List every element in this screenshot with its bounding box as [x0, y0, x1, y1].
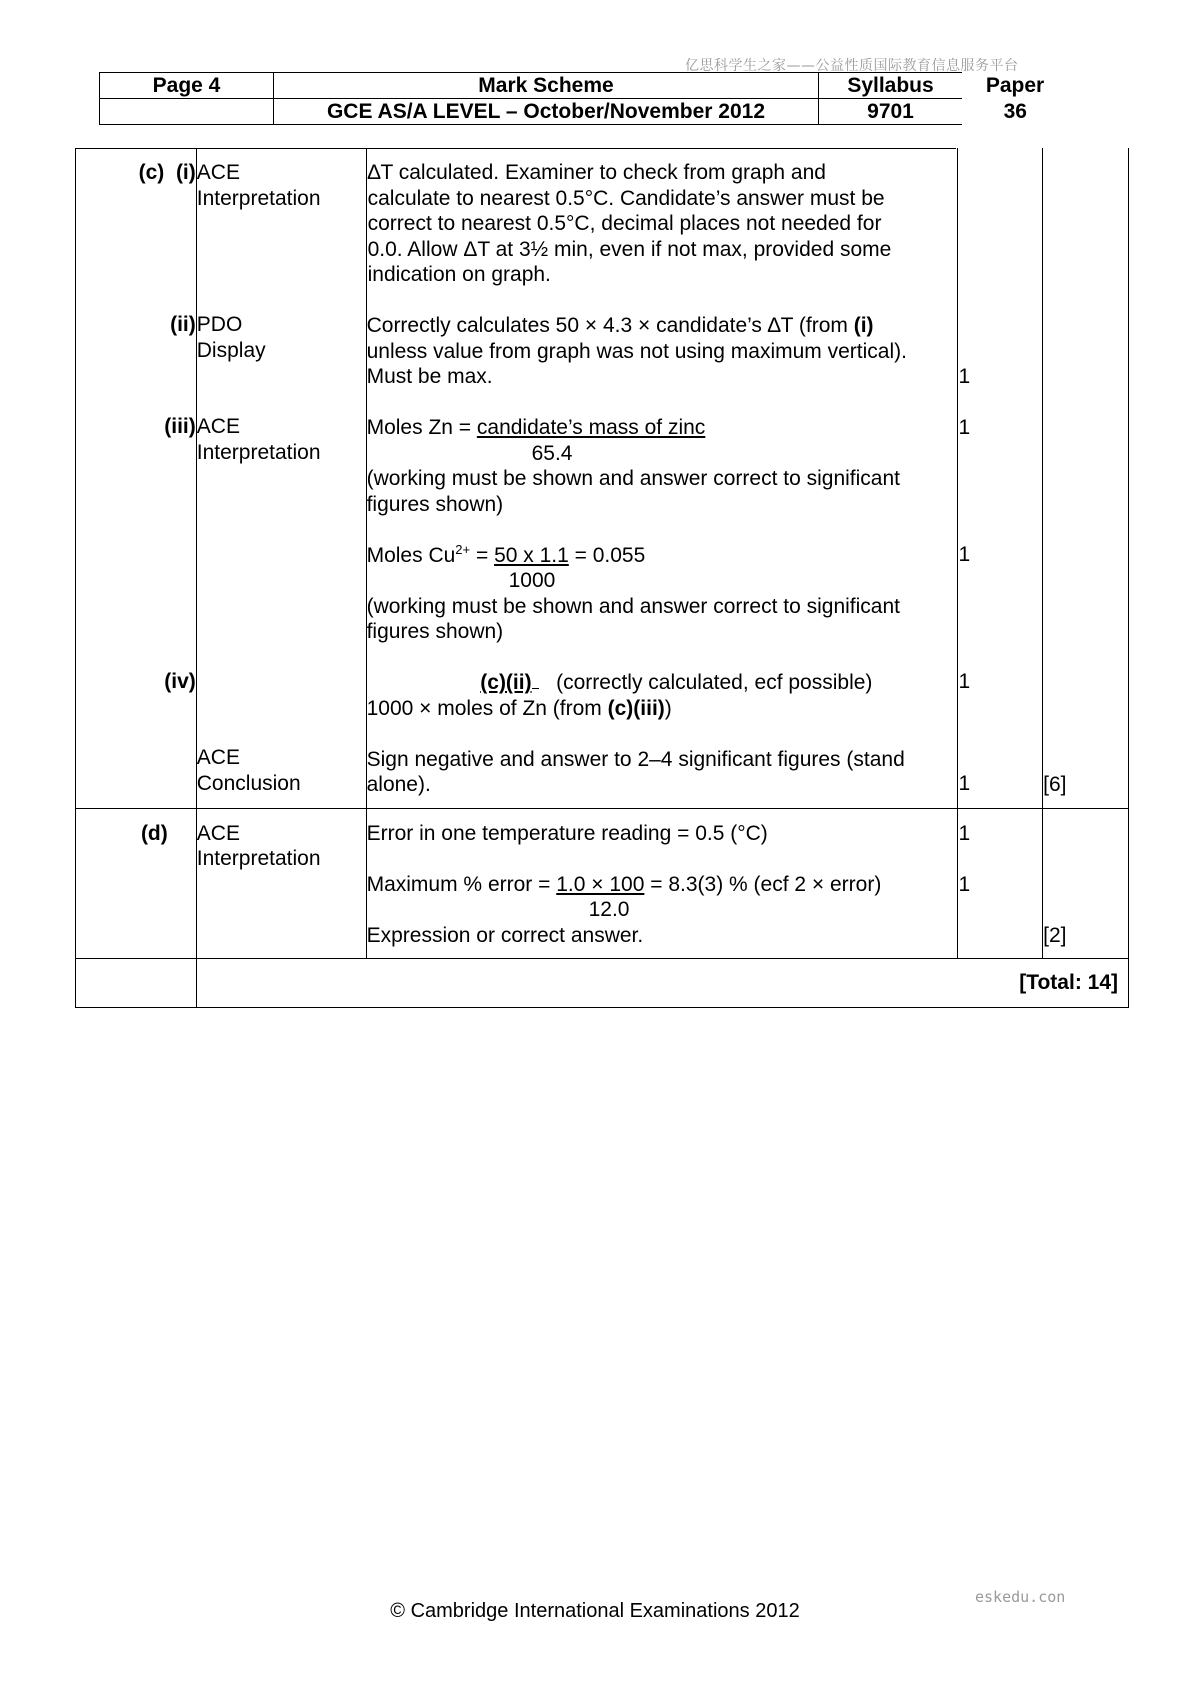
watermark-text: 亿思科学生之家——公益性质国际教育信息服务平台	[685, 58, 1019, 74]
syllabus-label: Syllabus	[819, 73, 963, 99]
answer-d-prefix: Maximum % error =	[366, 872, 557, 896]
answer-ii	[367, 313, 958, 390]
answer-iv	[367, 670, 958, 721]
answer-d-numerator: 1.0 × 100	[556, 872, 645, 896]
skill-column-d	[196, 808, 366, 959]
moles-cu-note: (working must be shown and answer correct to significant	[366, 594, 901, 618]
moles-cu-note: figures shown)	[366, 620, 504, 643]
mark-d-1: 1	[958, 821, 971, 845]
answer-column-d	[366, 808, 958, 959]
moles-zn-note: (working must be shown and answer correct to significant	[366, 467, 901, 490]
marks-column-c	[958, 148, 1043, 808]
question-label-d: (d)	[140, 821, 168, 845]
skill-d-1: ACE	[196, 821, 240, 845]
subtotal-c: [6]	[1043, 773, 1067, 796]
question-labels-c	[76, 148, 197, 808]
answer-iii-cu	[367, 543, 958, 645]
skill-column-c	[196, 148, 366, 808]
paper-label: Paper	[985, 73, 1045, 97]
answer-i-line: 0.0. Allow ΔT at 3½ min, even if not max, provided some	[367, 237, 892, 261]
part-label-ii: (ii)	[170, 313, 196, 336]
document-subtitle: GCE AS/A LEVEL – October/November 2012	[274, 99, 819, 125]
moles-cu-charge: 2+	[455, 541, 471, 557]
answer-d-line3: Expression or correct answer.	[366, 923, 644, 947]
mark-d-2: 1	[958, 872, 971, 896]
skill-i-1: ACE	[196, 161, 240, 184]
skill-d-2: Interpretation	[196, 847, 321, 870]
total-column-d	[1043, 808, 1129, 959]
part-label-i: (i)	[175, 161, 196, 184]
table-row-total	[76, 959, 1129, 1008]
moles-cu-numerator: 50 x 1.1	[494, 543, 569, 567]
moles-zn-note: figures shown)	[366, 492, 504, 516]
mark-scheme-table	[75, 148, 1129, 1008]
page-number: Page 4	[100, 73, 274, 99]
question-label-c: (c)	[138, 161, 165, 184]
moles-cu-prefix: Moles Cu	[366, 543, 456, 567]
answer-iv-numerator: (c)(ii)	[480, 671, 532, 694]
answer-iv-paren: )	[664, 696, 672, 720]
question-label-d-cell	[76, 808, 197, 959]
table-row-c	[76, 148, 1129, 808]
mark-iii-cu: 1	[958, 543, 971, 566]
answer-ii-ref: (i)	[853, 314, 874, 337]
answer-iv-conclusion-line: Sign negative and answer to 2–4 significant figures (stand	[366, 747, 905, 771]
moles-zn-denominator: 65.4	[531, 441, 573, 465]
answer-ii-line: Must be max.	[366, 365, 493, 388]
part-label-iii: (iii)	[164, 415, 196, 438]
mark-iv-conclusion: 1	[958, 772, 971, 795]
answer-i-line: correct to nearest 0.5°C, decimal places not needed for	[367, 212, 882, 235]
answer-iv-conclusion-line: alone).	[366, 773, 431, 796]
answer-iv-note: (correctly calculated, ecf possible)	[556, 671, 873, 694]
answer-i-line: indication on graph.	[367, 263, 551, 286]
moles-cu-result: = 0.055	[568, 543, 646, 567]
answer-iv-conclusion	[367, 747, 958, 798]
paper-number: 36	[1003, 99, 1027, 123]
answer-iv-denominator: 1000 × moles of Zn (from	[366, 696, 608, 720]
document-title: Mark Scheme	[274, 73, 819, 99]
skill-ii-2: Display	[196, 338, 266, 362]
moles-zn-numerator: candidate’s mass of zinc	[476, 416, 706, 439]
marks-column-d	[958, 808, 1043, 959]
skill-i-2: Interpretation	[196, 186, 321, 210]
moles-cu-eq: =	[470, 543, 495, 567]
header-table	[99, 72, 1069, 125]
answer-iv-ref: (c)(iii)	[607, 696, 665, 720]
answer-d-line1: Error in one temperature reading = 0.5 (°C)	[366, 821, 768, 845]
header-empty-cell	[100, 99, 274, 125]
moles-cu-denominator: 1000	[508, 569, 556, 592]
skill-iii-1: ACE	[196, 415, 240, 438]
syllabus-code: 9701	[819, 99, 963, 125]
copyright-footer: © Cambridge International Examinations 2012	[390, 1600, 800, 1622]
skill-iii-2: Interpretation	[196, 440, 321, 464]
mark-iv: 1	[958, 670, 971, 693]
grand-total-cell	[196, 959, 1128, 1008]
total-row-empty-cell	[76, 959, 197, 1008]
mark-ii: 1	[958, 365, 971, 388]
site-watermark: eskedu.con	[975, 1588, 1066, 1606]
answer-ii-line: unless value from graph was not using maximum vertical).	[366, 339, 907, 363]
answer-d-denominator: 12.0	[588, 898, 630, 921]
grand-total: [Total: 14]	[1019, 971, 1118, 994]
skill-iv-2: Conclusion	[196, 771, 301, 795]
mark-iii-zn: 1	[958, 416, 971, 439]
moles-zn-prefix: Moles Zn =	[366, 416, 477, 439]
answer-ii-text: Correctly calculates 50 × 4.3 × candidate’s ∆T (from	[366, 314, 854, 337]
answer-i-line: ∆T calculated. Examiner to check from graph and	[367, 161, 826, 184]
table-row-d	[76, 808, 1129, 959]
answer-i	[367, 160, 958, 288]
part-label-iv: (iv)	[164, 670, 196, 693]
answer-column-c	[366, 148, 958, 808]
subtotal-d: [2]	[1043, 923, 1067, 947]
answer-d-suffix: = 8.3(3) % (ecf 2 × error)	[644, 872, 882, 896]
total-column-c	[1043, 148, 1129, 808]
skill-iv-1: ACE	[196, 746, 240, 769]
answer-i-line: calculate to nearest 0.5°C. Candidate’s answer must be	[367, 186, 885, 210]
skill-ii-1: PDO	[196, 313, 243, 336]
answer-iii-zn	[367, 415, 958, 517]
